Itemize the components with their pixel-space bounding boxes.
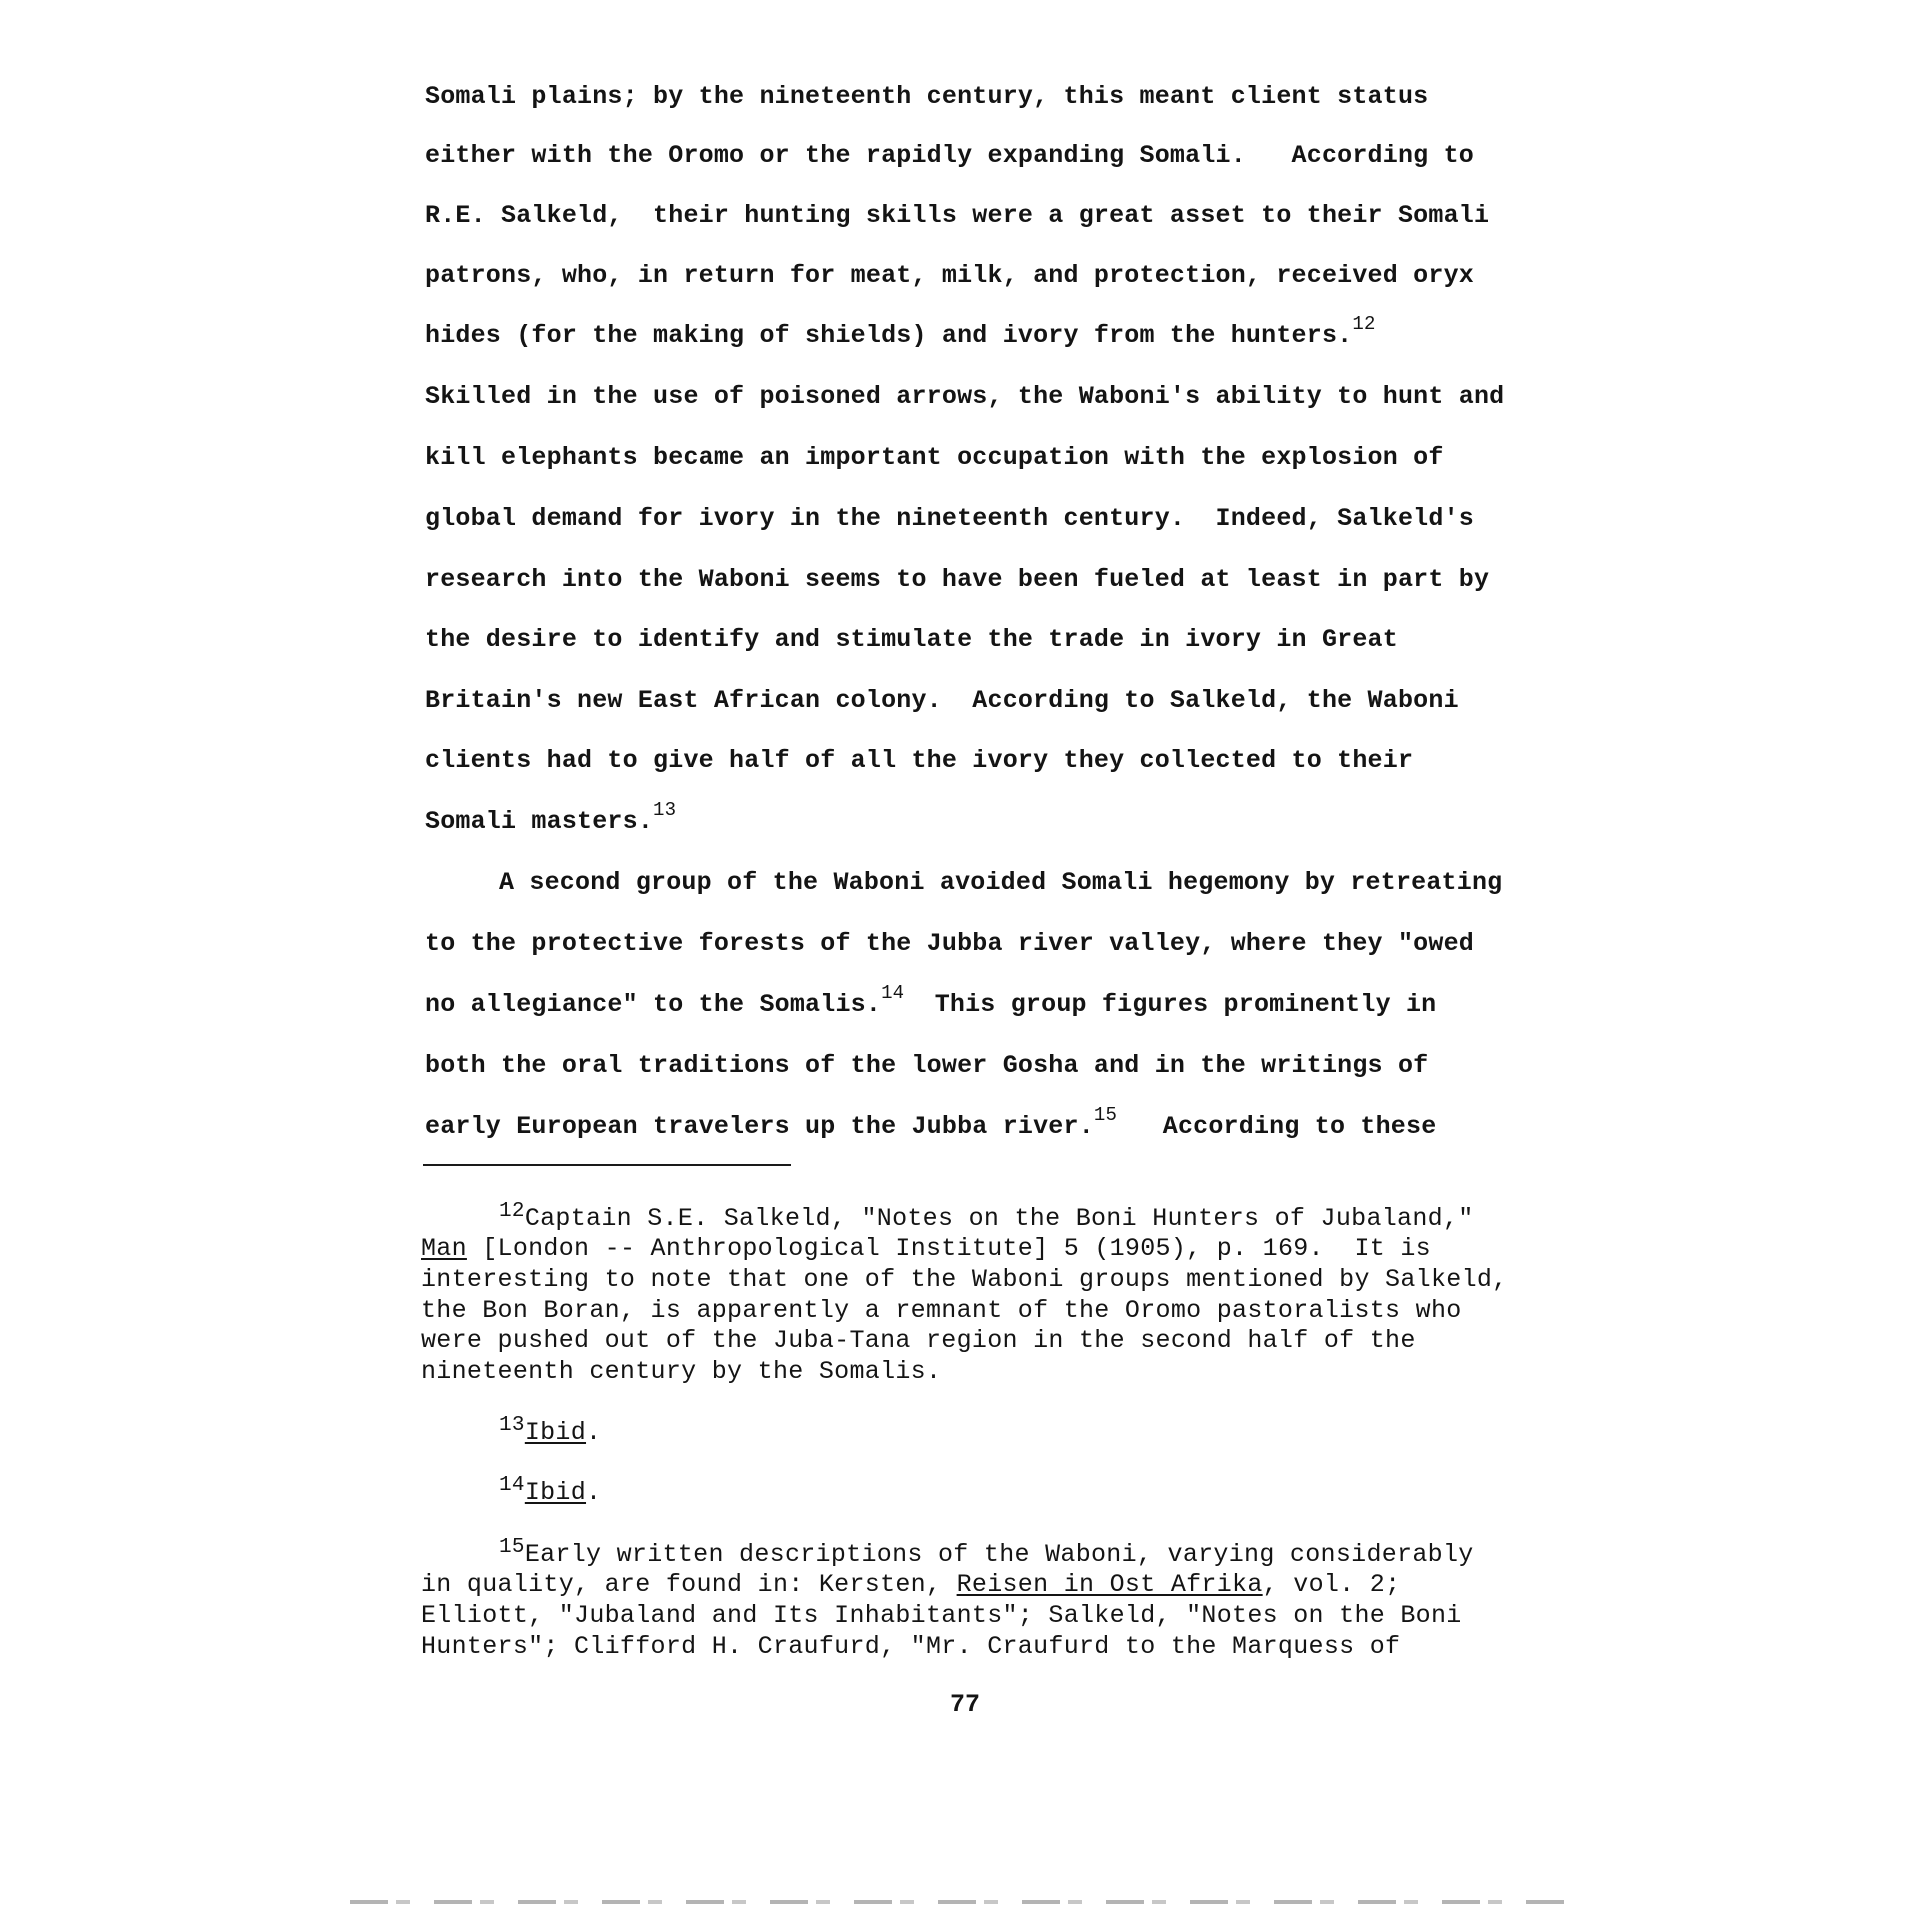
body-line-16-tail: [904, 990, 934, 1019]
footnote-15-text-1: Early written descriptions of the Waboni, varying considerably: [524, 1540, 1474, 1569]
footnote-15-number: 15: [499, 1536, 525, 1559]
footnote-15-line-3: Elliott, "Jubaland and Its Inhabitants"; Salkeld, "Notes on the Boni: [421, 1601, 1462, 1630]
footnote-12-text-1: Captain S.E. Salkeld, "Notes on the Boni Hunters of Jubaland,": [524, 1204, 1474, 1233]
body-line-10: the desire to identify and stimulate the trade in ivory in Great: [425, 625, 1398, 654]
body-line-14: A second group of the Waboni avoided Somali hegemony by retreating: [499, 868, 1503, 897]
footnote-13: [499, 1414, 602, 1450]
footnote-15-text-2b: , vol. 2;: [1262, 1570, 1401, 1599]
body-line-5: [425, 312, 1376, 351]
book-title-reisen: Reisen in Ost Afrika: [956, 1570, 1263, 1599]
body-line-18: [425, 1103, 1437, 1142]
body-line-8: global demand for ivory in the nineteenth century. Indeed, Salkeld's: [425, 504, 1474, 533]
footnote-12-line-2: [421, 1234, 1431, 1264]
footnote-14-ibid: Ibid: [524, 1478, 587, 1507]
footnote-12-line-5: were pushed out of the Juba-Tana region in the second half of the: [421, 1326, 1416, 1355]
footnote-13-number: 13: [499, 1414, 525, 1437]
body-line-2: either with the Oromo or the rapidly expanding Somali. According to: [425, 141, 1474, 170]
journal-title-man: Man: [421, 1234, 467, 1263]
body-line-18-text: early European travelers up the Jubba river.: [425, 1112, 1094, 1141]
footnote-ref-15: 15: [1093, 1103, 1118, 1126]
body-line-3: R.E. Salkeld, their hunting skills were a great asset to their Somali: [425, 201, 1490, 230]
body-line-15: to the protective forests of the Jubba river valley, where they "owed: [425, 929, 1474, 958]
footnote-13-tail: .: [586, 1418, 602, 1447]
body-line-13: [425, 798, 677, 837]
footnote-15-line-4: Hunters"; Clifford H. Craufurd, "Mr. Craufurd to the Marquess of: [421, 1632, 1401, 1661]
body-line-7: kill elephants became an important occupation with the explosion of: [425, 443, 1444, 472]
footnote-14-tail: .: [586, 1478, 602, 1507]
footnote-12-line-4: the Bon Boran, is apparently a remnant of the Oromo pastoralists who: [421, 1296, 1462, 1325]
body-line-1: Somali plains; by the nineteenth century, this meant client status: [425, 82, 1429, 111]
body-line-4: patrons, who, in return for meat, milk, and protection, received oryx: [425, 261, 1474, 290]
footnote-ref-14: 14: [881, 981, 905, 1004]
body-line-16-text-b: This group figures prominently in: [934, 990, 1437, 1019]
footnote-12-line-1: [499, 1200, 1474, 1236]
body-line-12: clients had to give half of all the ivory they collected to their: [425, 746, 1414, 775]
footnote-15-line-1: [499, 1536, 1474, 1572]
footnote-15-text-2a: in quality, are found in: Kersten,: [421, 1570, 957, 1599]
footnote-ref-13: 13: [653, 798, 677, 821]
footnote-12-number: 12: [499, 1200, 525, 1223]
footnote-12-line-3: interesting to note that one of the Waboni groups mentioned by Salkeld,: [421, 1265, 1508, 1294]
footnote-15-line-2: [421, 1570, 1400, 1600]
page-number: 77: [950, 1690, 981, 1719]
scan-edge-artifact: [350, 1900, 1570, 1904]
body-line-18-gap: [1117, 1112, 1163, 1141]
body-line-5-text: hides (for the making of shields) and ivory from the hunters.: [425, 321, 1353, 350]
footnote-12-line-6: nineteenth century by the Somalis.: [421, 1357, 942, 1386]
footnote-13-ibid: Ibid: [524, 1418, 587, 1447]
body-line-17: both the oral traditions of the lower Gosha and in the writings of: [425, 1051, 1429, 1080]
body-line-16: [425, 981, 1437, 1020]
footnote-14: [499, 1474, 602, 1510]
footnote-separator: [423, 1164, 791, 1166]
body-line-11: Britain's new East African colony. According to Salkeld, the Waboni: [425, 686, 1459, 715]
body-line-6: Skilled in the use of poisoned arrows, the Waboni's ability to hunt and: [425, 382, 1505, 411]
footnote-ref-12: 12: [1352, 312, 1376, 335]
body-line-16-text: no allegiance" to the Somalis.: [425, 990, 882, 1019]
body-line-13-text: Somali masters.: [425, 807, 654, 836]
body-line-9: research into the Waboni seems to have been fueled at least in part by: [425, 565, 1490, 594]
body-line-18-text-b: According to these: [1162, 1112, 1437, 1141]
footnote-12-text-2: [London -- Anthropological Institute] 5 (1905), p. 169. It is: [466, 1234, 1431, 1263]
footnote-14-number: 14: [499, 1474, 525, 1497]
